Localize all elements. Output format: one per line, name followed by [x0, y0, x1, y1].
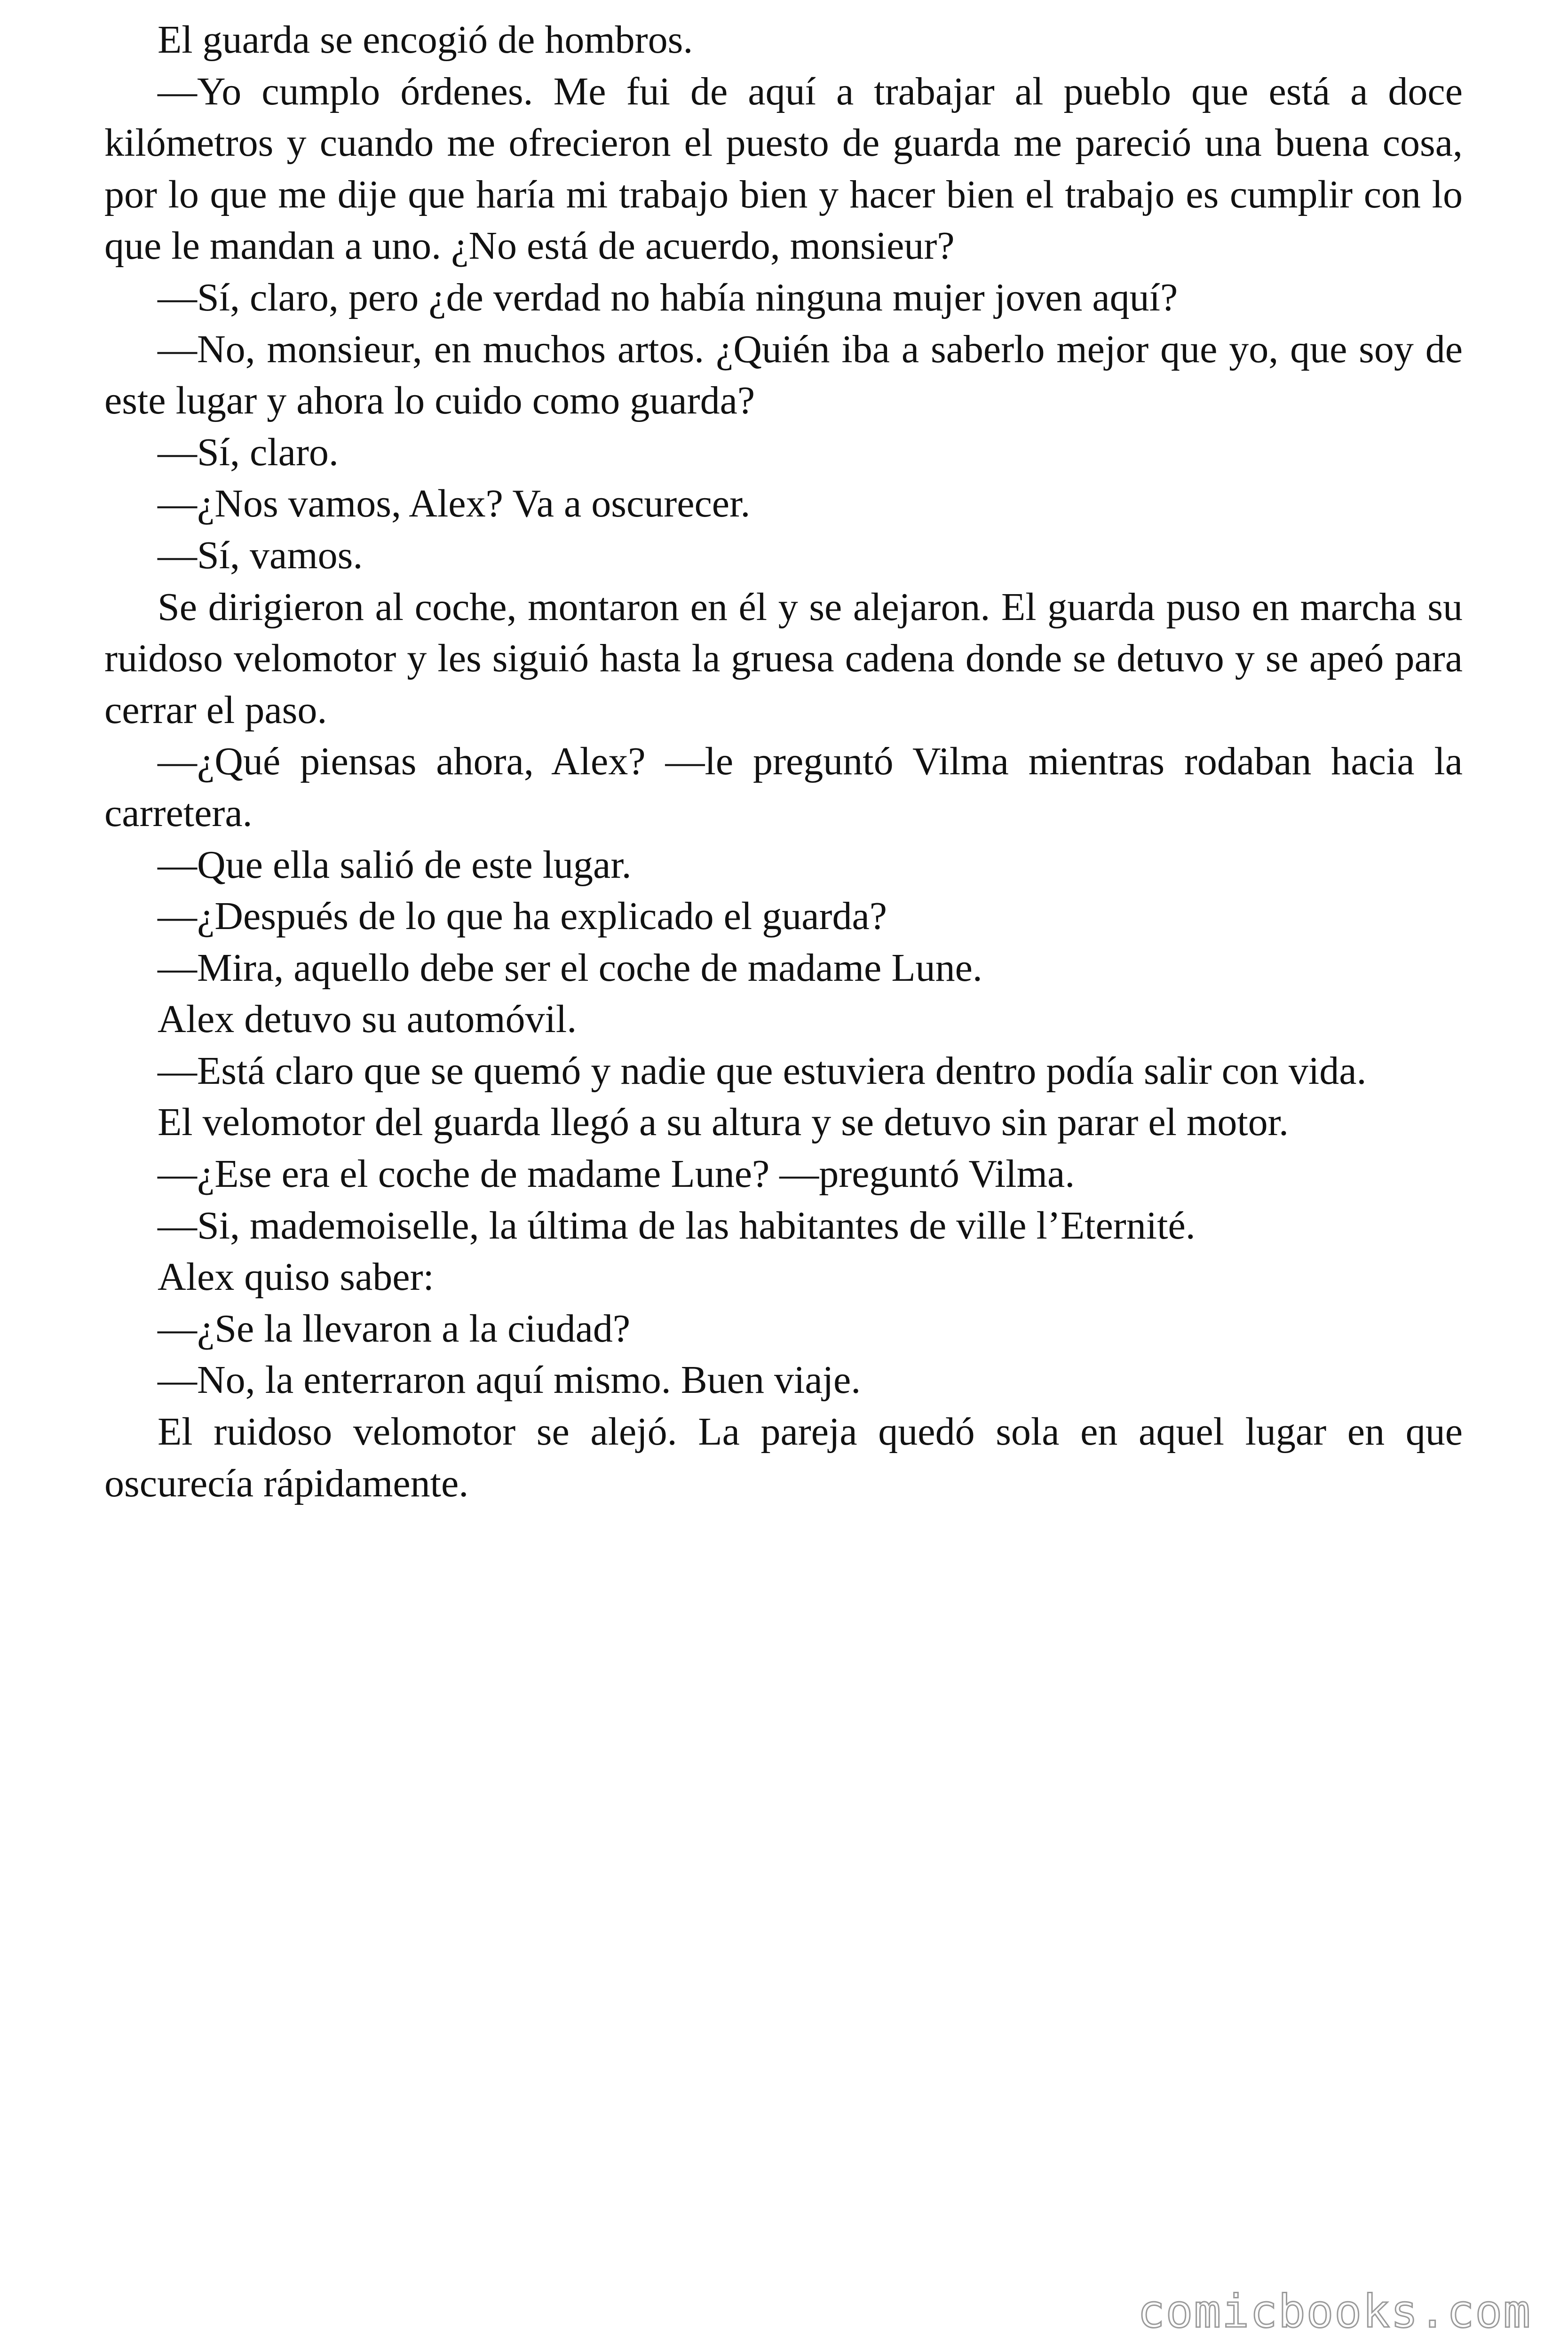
paragraph: El ruidoso velomotor se alejó. La pareja quedó sola en aquel lugar en que oscurecía rápidamente. — [104, 1410, 1463, 1505]
paragraph: —Yo cumplo órdenes. Me fui de aquí a trabajar al pueblo que está a doce kilómetros y cuando me ofrecieron el puesto de guarda me pareció una buena cosa, por lo que me dije que haría mi trabajo bien y hacer bien el trabajo es cumplir con lo que le mandan a uno. ¿No está de acuerdo, monsieur? — [104, 69, 1463, 268]
paragraph: —¿Nos vamos, Alex? Va a oscurecer. — [158, 482, 751, 526]
paragraph: —Sí, claro. — [158, 430, 339, 474]
paragraph: Se dirigieron al coche, montaron en él y se alejaron. El guarda puso en marcha su ruidoso velomotor y les siguió hasta la gruesa cadena donde se detuvo y se apeó para cerrar el paso. — [104, 585, 1463, 732]
paragraph: —Sí, vamos. — [158, 533, 363, 577]
paragraph: —No, monsieur, en muchos artos. ¿Quién iba a saberlo mejor que yo, que soy de este lugar y ahora lo cuido como guarda? — [104, 327, 1463, 423]
paragraph: Alex quiso saber: — [158, 1255, 434, 1299]
paragraph: —¿Qué piensas ahora, Alex? —le preguntó Vilma mientras rodaban hacia la carretera. — [104, 739, 1463, 835]
paragraph: El guarda se encogió de hombros. — [158, 18, 693, 62]
body-text — [104, 14, 1463, 1509]
watermark: comicbooks.com — [1137, 2285, 1531, 2338]
paragraph: —Que ella salió de este lugar. — [158, 842, 632, 887]
paragraph: El velomotor del guarda llegó a su altura y se detuvo sin parar el motor. — [158, 1100, 1289, 1144]
paragraph: Alex detuvo su automóvil. — [158, 997, 577, 1041]
paragraph: —Sí, claro, pero ¿de verdad no había ninguna mujer joven aquí? — [158, 275, 1178, 319]
paragraph: —Está claro que se quemó y nadie que estuviera dentro podía salir con vida. — [158, 1049, 1367, 1093]
paragraph: —¿Ese era el coche de madame Lune? —preguntó Vilma. — [158, 1152, 1075, 1196]
paragraph: —No, la enterraron aquí mismo. Buen viaje. — [158, 1358, 861, 1402]
paragraph: —¿Se la llevaron a la ciudad? — [158, 1306, 631, 1351]
paragraph: —¿Después de lo que ha explicado el guarda? — [158, 894, 887, 938]
paragraph: —Mira, aquello debe ser el coche de madame Lune. — [158, 946, 982, 990]
paragraph: —Si, mademoiselle, la última de las habitantes de ville l’Eternité. — [158, 1203, 1196, 1248]
